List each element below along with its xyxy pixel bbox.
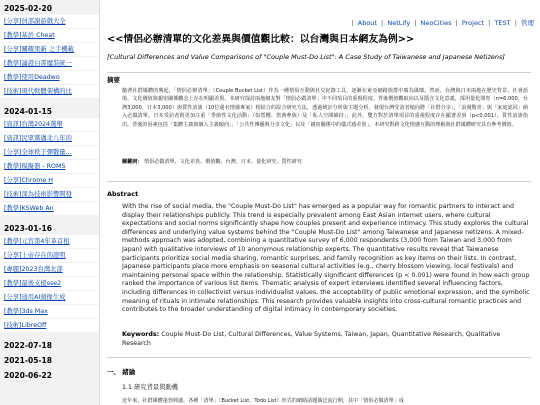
sidebar-post-link[interactable]: [分享]員部謝游戲大全 bbox=[0, 15, 99, 29]
sidebar-date-heading: 2020-06-22 bbox=[4, 371, 52, 380]
sidebar-spacer bbox=[0, 333, 99, 337]
nav-link-about[interactable]: About bbox=[357, 19, 377, 27]
sidebar-post-link[interactable]: [分享]上帝存在的證明 bbox=[0, 249, 99, 263]
intro-heading: 一、 緒論 bbox=[107, 368, 136, 376]
sidebar-spacer bbox=[0, 99, 99, 103]
sidebar-date-heading: 2024-01-15 bbox=[4, 107, 52, 116]
sidebar bbox=[0, 0, 100, 405]
article-title: <<情侶必辦清單的文化差異與價值觀比較：以台灣與日本網友為例>> bbox=[107, 34, 415, 45]
sidebar-post-link[interactable]: [分享]Chrome H bbox=[0, 174, 99, 188]
sidebar-post-link[interactable]: [教學]使用Deadwo bbox=[0, 71, 99, 85]
nav-link-test[interactable]: TEST bbox=[494, 19, 511, 27]
sidebar-post-link[interactable]: [教學]模擬器 - ROMS bbox=[0, 160, 99, 174]
sidebar-post-link[interactable]: [教學]KSWeb An bbox=[0, 202, 99, 216]
zh-keywords bbox=[122, 158, 528, 165]
en-abstract-heading: Abstract bbox=[107, 190, 139, 198]
sidebar-post-link[interactable]: [教學]3ds Max bbox=[0, 305, 99, 319]
sidebar-post-link[interactable]: [教學]論證白書魔裝統一 bbox=[0, 57, 99, 71]
intro-paragraph: 近年來，社群媒體蓬勃興盛，各種「清單」（Bucket List、Todo List）形式的網路話題廣泛流行開，其中「情侶必做清單」成 bbox=[122, 398, 404, 404]
sidebar-post-link[interactable]: [資訊]台灣2024選舉 bbox=[0, 118, 99, 132]
sidebar-post-link[interactable]: [技術]深為技術影響開發 bbox=[0, 188, 99, 202]
en-abstract-text: With the rise of social media, the "Couple Must-Do List" has emerged as a popular way for romantic partners to interact and display their relationships publicly. This trend is especially prevalent among East Asian internet users, where cultural expectations and social norms significantly shape how couples present and experience intimacy. This study explores the cultural differences and underlying value systems behind the "Couple Must-Do List" among Taiwanese and Japanese netizens. A mixed-methods approach was adopted, combining a quantitative survey of 6,000 respondents (3,000 from Taiwan and 3,000 from Japan) with qualitative interviews of 10 anonymous relationship experts. The quantitative results reveal that Taiwanese participants prioritize social media sharing, romantic surprises, and family recognition as key items on their lists. In contrast, Japanese participants place more emphasis on seasonal cultural activities (e.g., cherry blossom viewing, local festivals) and maintaining personal space within the relationship. Statistically significant differences (p < 0.001) were found in how each group ranked the importance of various list items. Thematic analysis of expert interviews identified several influencing factors, including differences in collectivist versus individualist values, the acceptability of public emotional expression, and the symbolic meaning of rituals in intimate relationships. This research provides valuable insights into cross-cultural romantic practices and contributes to the broader understanding of digital intimacy in contemporary societies. bbox=[122, 203, 530, 314]
sidebar-post-link[interactable]: [技術]LibreOff bbox=[0, 319, 99, 333]
divider bbox=[107, 72, 531, 73]
zh-keywords-label: 關鍵詞： bbox=[122, 159, 143, 165]
sidebar-date-heading: 2022-07-18 bbox=[4, 341, 52, 350]
nav-link-neocities[interactable]: NeoCities bbox=[420, 19, 452, 27]
sidebar-post-link[interactable]: [教學]基於 Cheat bbox=[0, 29, 99, 43]
zh-abstract-text: 隨著社群媒體的興起，「情侶必辦清單」（Couple Bucket List）作為一種情侶互動與社交紀錄工具，逐漸在東亞網路族群中廣為風靡。然而，台灣與日本兩地在歷史背景、社會語境、文化價值與親密關係觀念上存在明顯差異。本研究探討兩地網友對「情侶必做清單」中不同項目的重視程度、背後價值觀取向以及隱含文化意義，採用量化問卷（n=6,000，台灣3,000、日本3,000）與質性訪談（10位還名情感專家）相結合的混合研究方法，透過統計分析與主題分析，發現台灣受訪者傾向將「社群分享」、「浪漫驚喜」與「家庭認同」納入必做清單。日本受訪者則更加注重「季節性文化活動」（如賞櫻、祭典參與）及「私人空間維持」，此外，雙方對於清單項目的重視程度存在顯著差異（p<0.001）。質性訪談指出，背後的因素包括「集體主義與個人主義傾向」、「公共性傳播與分享文化」以及「親密關係中的儀式感差異」。本研究對跨文化情感互動的理解與社群媒體研究具有參考價值。 bbox=[122, 88, 528, 128]
nav-link-netlify[interactable]: NetLify bbox=[387, 19, 411, 27]
en-keywords bbox=[122, 331, 530, 348]
sidebar-post-link[interactable]: [教學]元宵第4年革首相 bbox=[0, 235, 99, 249]
top-nav: | About | NetLify | NeoCities | Project | TEST | 管理 bbox=[351, 19, 534, 27]
zh-abstract-heading: 摘要 bbox=[107, 76, 120, 84]
sidebar-post-link[interactable]: [資訊]民眾黨邁北八年的 bbox=[0, 132, 99, 146]
sidebar-post-link[interactable]: [分享]全球秩于彈數量... bbox=[0, 146, 99, 160]
sidebar-post-link[interactable]: [分享]通用AI頭像生成 bbox=[0, 291, 99, 305]
nav-link-project[interactable]: Project bbox=[461, 19, 485, 27]
sidebar-date-heading: 2025-02-20 bbox=[4, 4, 52, 13]
nav-link-admin[interactable]: 管理 bbox=[521, 19, 534, 27]
zh-keywords-value: 情侶必做清單、文化差異、價值觀、台灣、日本、量化研究、質性研究 bbox=[144, 159, 302, 165]
sidebar-post-link[interactable]: [教學]最後支援sse2 bbox=[0, 277, 99, 291]
divider bbox=[107, 357, 531, 358]
sidebar-date-heading: 2023-01-16 bbox=[4, 224, 52, 233]
sidebar-post-link[interactable]: [專題]2023台灣北部 bbox=[0, 263, 99, 277]
en-keywords-value: Couple Must-Do List, Cultural Differences, Value Systems, Taiwan, Japan, Quantitative Research, Qualitative Research bbox=[122, 331, 501, 347]
en-keywords-label: Keywords: bbox=[122, 331, 160, 338]
sidebar-post-link[interactable]: [分享]關耀果新 之手機載 bbox=[0, 43, 99, 57]
sidebar-post-link[interactable]: [技術]現代軟體架構的比 bbox=[0, 85, 99, 99]
divider bbox=[107, 181, 531, 182]
sidebar-date-heading: 2021-05-18 bbox=[4, 356, 52, 365]
sidebar-spacer bbox=[0, 216, 99, 220]
article-english-title: [Cultural Differences and Value Comparisons of "Couple Must-Do List": A Case Study of Taiwanese and Japanese Netizens] bbox=[107, 53, 505, 61]
intro-subheading: 1.1 研究背景與動機 bbox=[122, 384, 179, 391]
